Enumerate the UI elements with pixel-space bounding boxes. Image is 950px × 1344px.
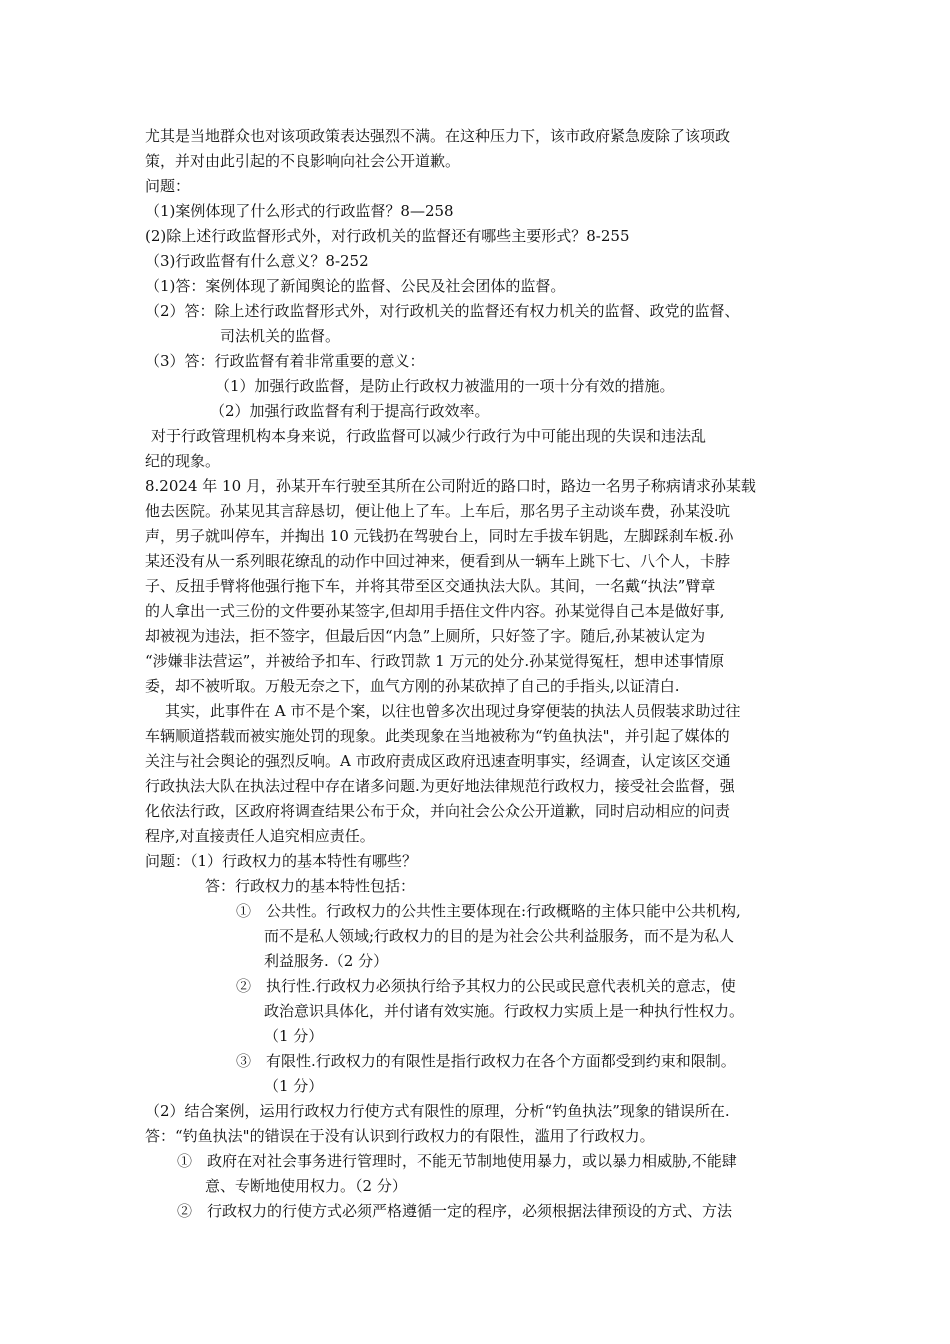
text-line: 尤其是当地群众也对该项政策表达强烈不满。在这种压力下，该市政府紧急废除了该项政 bbox=[145, 127, 731, 145]
text-line: ① 政府在对社会事务进行管理时，不能无节制地使用暴力，或以暴力相威胁,不能肆 bbox=[177, 1152, 737, 1170]
text-line: （1 分） bbox=[264, 1077, 324, 1095]
text-line: （1)案例体现了什么形式的行政监督？8—258 bbox=[145, 202, 454, 220]
text-line: 对于行政管理机构本身来说，行政监督可以减少行政行为中可能出现的失误和违法乱 bbox=[151, 427, 707, 445]
text-line: （2）答：除上述行政监督形式外，对行政机关的监督还有权力机关的监督、政党的监督、 bbox=[145, 302, 740, 320]
text-line: (2)除上述行政监督形式外，对行政机关的监督还有哪些主要形式？8-255 bbox=[145, 227, 630, 245]
text-line: 答：“钓鱼执法"的错误在于没有认识到行政权力的有限性，滥用了行政权力。 bbox=[145, 1127, 655, 1145]
text-line: 的人拿出一式三份的文件要孙某签字,但却用手捂住文件内容。孙某觉得自己本是做好事, bbox=[145, 602, 725, 620]
text-line: 委，却不被听取。万般无奈之下，血气方刚的孙某砍掉了自己的手指头,以证清白. bbox=[145, 677, 680, 695]
text-line: ③ 有限性.行政权力的有限性是指行政权力在各个方面都受到约束和限制。 bbox=[236, 1052, 736, 1070]
text-line: 他去医院。孙某见其言辞恳切，便让他上了车。上车后，那名男子主动谈车费，孙某没吭 bbox=[145, 502, 731, 520]
text-line: 纪的现象。 bbox=[145, 452, 221, 470]
text-line: （2）加强行政监督有利于提高行政效率。 bbox=[210, 402, 490, 420]
text-line: （1)答：案例体现了新闻舆论的监督、公民及社会团体的监督。 bbox=[145, 277, 566, 295]
text-line: ① 公共性。行政权力的公共性主要体现在:行政概略的主体只能中公共机构, bbox=[236, 902, 741, 920]
text-line: （3)行政监督有什么意义？8-252 bbox=[145, 252, 369, 270]
text-line: （1 分） bbox=[264, 1027, 324, 1045]
text-line: （2）结合案例，运用行政权力行使方式有限性的原理，分析“钓鱼执法”现象的错误所在. bbox=[145, 1102, 730, 1120]
text-line: 司法机关的监督。 bbox=[220, 327, 341, 345]
text-line: ② 行政权力的行使方式必须严格遵循一定的程序，必须根据法律预设的方式、方法 bbox=[177, 1202, 733, 1220]
text-line: 问题：（1）行政权力的基本特性有哪些？ bbox=[145, 852, 418, 870]
text-line: （3）答：行政监督有着非常重要的意义： bbox=[145, 352, 425, 370]
text-line: 策，并对由此引起的不良影响向社会公开道歉。 bbox=[145, 152, 461, 170]
text-line: “涉嫌非法营运”，并被给予扣车、行政罚款 1 万元的处分.孙某觉得冤枉，想申述事情原 bbox=[145, 652, 725, 670]
text-line: 其实，此事件在 A 市不是个案，以往也曾多次出现过身穿便装的执法人员假装求助过往 bbox=[165, 702, 741, 720]
text-line: 程序,对直接责任人追究相应责任。 bbox=[145, 827, 375, 845]
text-line: ② 执行性.行政权力必须执行给予其权力的公民或民意代表机关的意志，使 bbox=[236, 977, 736, 995]
text-line: 政治意识具体化，并付诸有效实施。行政权力实质上是一种执行性权力。 bbox=[264, 1002, 745, 1020]
text-line: 关注与社会舆论的强烈反响。A 市政府责成区政府迅速查明事实，经调查，认定该区交通 bbox=[145, 752, 731, 770]
text-line: （1）加强行政监督，是防止行政权力被滥用的一项十分有效的措施。 bbox=[215, 377, 675, 395]
text-line: 意、专断地使用权力。（2 分） bbox=[205, 1177, 407, 1195]
text-line: 利益服务.（2 分） bbox=[264, 952, 389, 970]
text-line: 却被视为违法，拒不签字，但最后因“内急”上厕所，只好签了字。随后,孙某被认定为 bbox=[145, 627, 706, 645]
text-line: 子、反扭手臂将他强行拖下车，并将其带至区交通执法大队。其间，一名戴“执法”臂章 bbox=[145, 577, 716, 595]
text-line: 声，男子就叫停车，并掏出 10 元钱扔在驾驶台上，同时左手拔车钥匙，左脚踩刹车板.孙 bbox=[145, 527, 734, 545]
text-line: 某还没有从一系列眼花缭乱的动作中回过神来，便看到从一辆车上跳下七、八个人，卡脖 bbox=[145, 552, 731, 570]
text-line: 答：行政权力的基本特性包括： bbox=[205, 877, 416, 895]
text-line: 车辆顺道搭载而被实施处罚的现象。此类现象在当地被称为“钓鱼执法"，并引起了媒体的 bbox=[145, 727, 730, 745]
text-line: 行政执法大队在执法过程中存在诸多问题.为更好地法律规范行政权力，接受社会监督，强 bbox=[145, 777, 735, 795]
text-line: 问题： bbox=[145, 177, 191, 195]
text-line: 8.2024 年 10 月，孙某开车行驶至其所在公司附近的路口时，路边一名男子称病请求孙某载 bbox=[145, 477, 756, 495]
text-line: 而不是私人领域;行政权力的目的是为社会公共利益服务，而不是为私人 bbox=[264, 927, 735, 945]
text-line: 化依法行政，区政府将调查结果公布于众，并向社会公众公开道歉，同时启动相应的问责 bbox=[145, 802, 731, 820]
